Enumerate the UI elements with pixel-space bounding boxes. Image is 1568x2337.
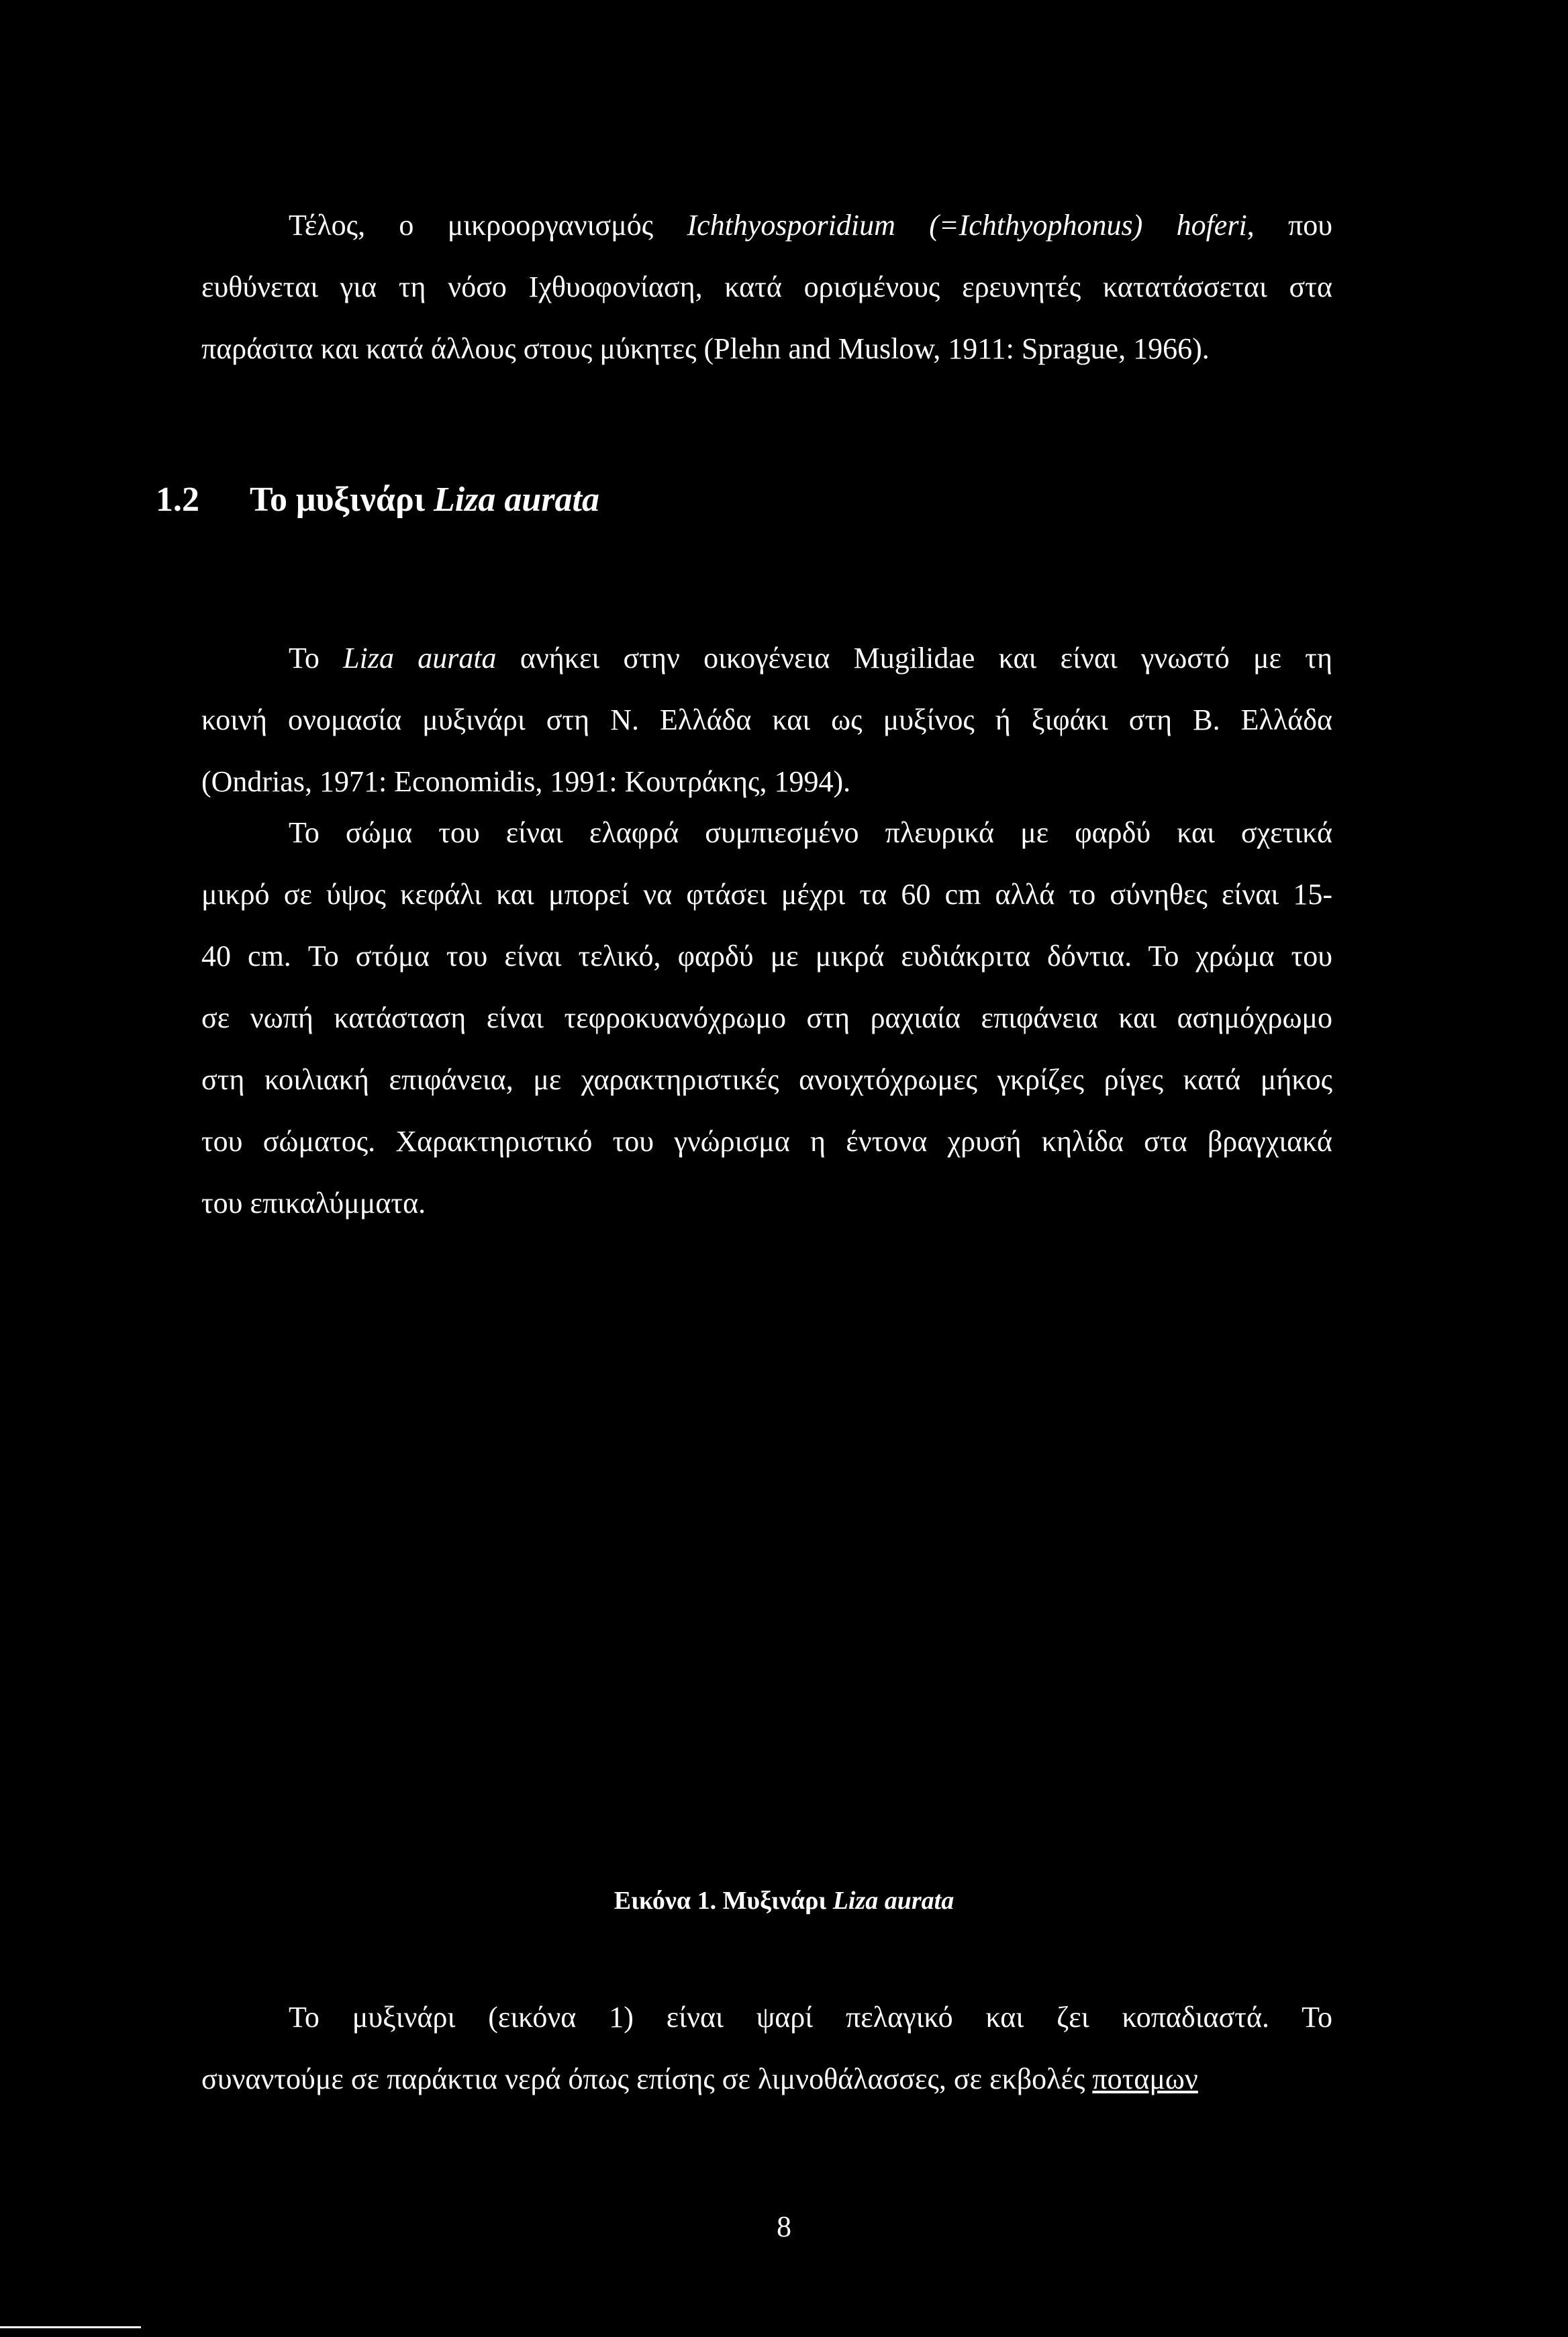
section-title-italic: Liza aurata [433,481,600,519]
paragraph-line: (Ondrias, 1971: Economidis, 1991: Κουτράκης, 1994). [201,765,851,798]
paragraph-line: παράσιτα και κατά άλλους στους μύκητες (Plehn and Muslow, 1911: Sprague, 1966). [201,332,1210,365]
bottom-rule-divider [0,2326,141,2328]
paragraph-line: ευθύνεται για τη νόσο Ιχθυοφονίαση, κατά ορισμένους ερευνητές κατατάσσεται στα [201,270,1332,303]
paragraph-intro [201,195,1332,380]
paragraph-line [201,195,1332,256]
paragraph-line: κοινή ονομασία μυξινάρι στη Ν. Ελλάδα και ως μυξίνος ή ξιφάκι στη Β. Ελλάδα [201,703,1332,736]
text-span: συναντούμε σε παράκτια νερά όπως επίσης σε λιμνοθάλασσες, σε εκβολές [201,2062,1093,2095]
species-name-italic: Ichthyosporidium (=Ichthyophonus) hoferi [687,209,1247,242]
text-span: ανήκει στην οικογένεια Mugilidae και είναι γνωστό με τη [496,642,1333,675]
paragraph-line [201,628,1332,689]
paragraph-line: μικρό σε ύψος κεφάλι και μπορεί να φτάσει μέχρι τα 60 cm αλλά το σύνηθες είναι 15- [201,878,1332,911]
paragraph-classification [201,628,1332,813]
paragraph-line: του σώματος. Χαρακτηριστικό του γνώρισμα η έντονα χρυσή κηλίδα στα βραγχιακά [201,1125,1332,1158]
page-number: 8 [777,2210,791,2243]
caption-label: Εικόνα 1. Μυξινάρι [614,1887,833,1915]
section-title: Το μυξινάρι [250,481,434,519]
paragraph-line [201,2048,1332,2110]
paragraph-line: Το μυξινάρι (εικόνα 1) είναι ψαρί πελαγικό και ζει κοπαδιαστά. Το [289,2001,1332,2034]
figure-caption [0,1886,1568,1916]
paragraph-line: Το σώμα του είναι ελαφρά συμπιεσμένο πλευρικά με φαρδύ και σχετικά [289,816,1332,849]
paragraph-line: 40 cm. Το στόμα του είναι τελικό, φαρδύ με μικρά ευδιάκριτα δόντια. Το χρώμα του [201,940,1332,973]
paragraph-line: στη κοιλιακή επιφάνεια, με χαρακτηριστικές ανοιχτόχρωμες γκρίζες ρίγες κατά μήκος [201,1063,1332,1096]
section-heading [156,480,599,519]
paragraph-description [201,802,1332,1234]
paragraph-line: σε νωπή κατάσταση είναι τεφροκυανόχρωμο στη ραχιαία επιφάνεια και ασημόχρωμο [201,1001,1332,1034]
text-span: Τέλος, ο μικροοργανισμός [289,209,687,242]
paragraph-line: του επικαλύμματα. [201,1187,426,1220]
section-number: 1.2 [156,481,199,519]
text-span: , που [1246,209,1332,242]
species-name-italic: Liza aurata [343,642,497,675]
text-span: Το [289,642,344,675]
caption-species-italic: Liza aurata [832,1887,954,1915]
underlined-word: ποταμων [1092,2062,1198,2095]
paragraph-habitat [201,1987,1332,2110]
